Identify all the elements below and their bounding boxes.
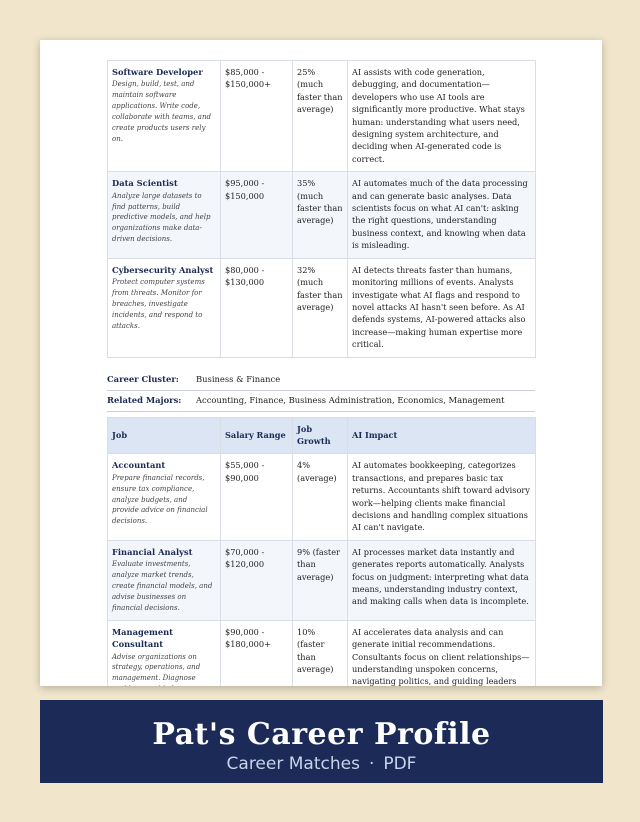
job-cell [108,172,221,258]
header-growth: Job Growth [293,417,348,454]
job-description: Protect computer systems from threats. Monitor for breaches, investigate incidents, and respond to attacks. [112,278,205,330]
banner-subtitle [40,753,603,775]
career-table-technology [107,60,536,358]
job-title: Data Scientist [112,178,178,189]
job-cell [108,620,221,686]
header-salary: Salary Range [221,417,293,454]
job-description: Evaluate investments, analyze market trends, create financial models, and advise businesses on financial decisions. [112,560,213,612]
ai-impact-cell: AI processes market data instantly and generates reports automatically. Analysts focus on judgment: interpreting what data means, understanding industry context, and making calls when data is incomplete. [348,540,536,620]
growth-cell: 10% (faster than average) [293,620,348,686]
related-majors-value: Accounting, Finance, Business Administration, Economics, Management [196,394,505,405]
document-content [107,60,535,686]
growth-cell: 35% (much faster than average) [293,172,348,258]
ai-impact-cell: AI automates bookkeeping, categorizes transactions, and prepares basic tax returns. Accountants shift toward advisory work—helping clients make financial decisions and handling complex situations AI can't navigate. [348,454,536,540]
growth-cell: 4% (average) [293,454,348,540]
table-row [108,540,536,620]
ai-impact-cell: AI automates much of the data processing and can generate basic analyses. Data scientists focus on what AI can't: asking the right questions, understanding business context, and knowing when data is misleading. [348,172,536,258]
banner-separator: · [368,754,375,774]
job-cell [108,540,221,620]
table-row [108,258,536,357]
job-cell [108,61,221,172]
job-title: Accountant [112,460,166,471]
header-job: Job [108,417,221,454]
job-title: Financial Analyst [112,546,193,557]
job-description: Advise organizations on strategy, operations, and management. Diagnose [112,652,201,683]
growth-cell: 32% (much faster than average) [293,258,348,357]
salary-cell: $55,000 - $90,000 [221,454,293,540]
table-row [108,620,536,686]
job-title: Management Consultant [112,626,173,650]
salary-cell: $95,000 - $150,000 [221,172,293,258]
job-description: Analyze large datasets to find patterns, build predictive models, and help organizations make data-driven decisions. [112,191,211,244]
ai-impact-cell: AI assists with code generation, debugging, and documentation—developers who use AI tools are significantly more productive. What stays human: understanding what users need, designing system architecture, and deciding when AI-generated code is correct. [348,61,536,172]
job-cell [108,454,221,540]
job-description: Design, build, test, and maintain software applications. Write code, collaborate with teams, and create products users rely on. [112,80,211,143]
growth-cell: 9% (faster than average) [293,540,348,620]
job-cell [108,258,221,357]
banner-title: Pat's Career Profile [152,717,491,752]
table-row [108,454,536,540]
profile-banner [40,700,603,783]
banner-subtitle-left: Career Matches [226,754,360,774]
career-cluster-row [107,370,535,391]
document-page [40,40,602,686]
salary-cell: $85,000 - $150,000+ [221,61,293,172]
table-row [108,172,536,258]
banner-subtitle-right: PDF [383,754,417,774]
job-title: Software Developer [112,67,203,77]
table-row [108,61,536,172]
related-majors-row [107,391,535,412]
header-ai-impact: AI Impact [348,417,536,454]
salary-cell: $90,000 - $180,000+ [221,620,293,686]
salary-cell: $80,000 - $130,000 [221,258,293,357]
career-cluster-label: Career Cluster: [107,373,179,384]
job-description: Prepare financial records, ensure tax compliance, analyze budgets, and provide advice on financial decisions. [112,473,208,526]
job-title: Cybersecurity Analyst [112,264,214,275]
related-majors-label: Related Majors: [107,394,182,405]
salary-cell: $70,000 - $120,000 [221,540,293,620]
ai-impact-cell: AI detects threats faster than humans, monitoring millions of events. Analysts investigate what AI flags and respond to novel attacks AI hasn't seen before. As AI defends systems, AI-powered attacks also increase—making human expertise more critical. [348,258,536,357]
growth-cell: 25% (much faster than average) [293,61,348,172]
career-table-business [107,417,536,686]
career-cluster-value: Business & Finance [196,373,281,384]
table-header-row [108,417,536,454]
ai-impact-cell: AI accelerates data analysis and can generate initial recommendations. Consultants focus on client relationships—understanding unspoken concerns, navigating politics, and guiding leaders [348,620,536,686]
